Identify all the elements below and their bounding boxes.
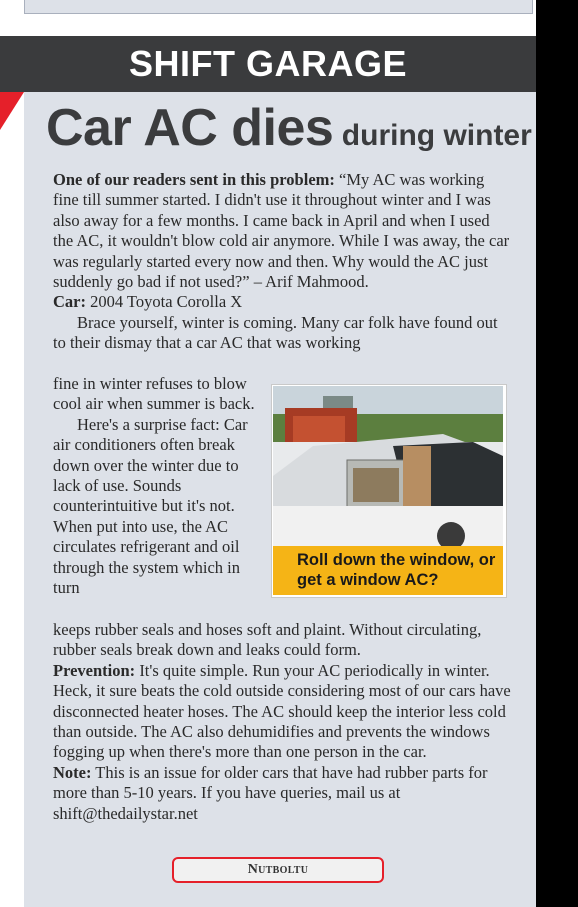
- page-edge: [536, 0, 578, 907]
- para1-narrow: fine in winter refuses to blow cool air when summer is back.: [53, 374, 255, 414]
- previous-article-panel: [24, 0, 533, 14]
- headline-main: Car AC dies: [46, 99, 334, 157]
- prevention-paragraph: [53, 661, 513, 763]
- photo-illustration: [273, 386, 503, 546]
- para1-full: Brace yourself, winter is coming. Many car folk have found out to their dismay that a car AC that was working: [53, 312, 498, 353]
- section-masthead: SHIFT GARAGE: [0, 36, 536, 92]
- photo-caption: Roll down the window, or get a window AC?: [273, 546, 503, 595]
- page-margin: [0, 92, 24, 907]
- note-label: Note:: [53, 762, 92, 782]
- intro-text: “My AC was working fine till summer started. I didn't use it throughout winter and I was also away for a few months. I came back in April and when I used the AC, it wouldn't blow cold air anymore. While I was away, the car was regularly started every now and then. Why would the AC just suddenly go bad if not used?” – Arif Mahmood.: [53, 170, 510, 292]
- prevention-text: It's quite simple. Run your AC periodically in winter. Heck, it sure beats the cold outside considering most of our cars have disconnected heater hoses. The AC should keep the interior less cold than outside. The AC also dehumidifies and prevents the windows fogging up when there's more than one person in the car.: [53, 660, 511, 762]
- headline-tail: during winter: [341, 119, 532, 152]
- note-paragraph: [53, 763, 513, 824]
- article-body-narrow: [53, 374, 263, 598]
- car-window-ac-photo: [273, 386, 503, 546]
- note-text: This is an issue for older cars that have had rubber parts for more than 5-10 years. If you have queries, mail us at shift@thedailystar.net: [53, 762, 488, 823]
- car-line: [53, 292, 513, 312]
- article-body-top: [53, 170, 513, 354]
- prevention-label: Prevention:: [53, 660, 136, 680]
- headline: [46, 98, 536, 164]
- red-corner-accent: [0, 92, 24, 130]
- author-byline: Nutboltu: [172, 857, 384, 883]
- intro-lead: One of our readers sent in this problem:: [53, 170, 335, 189]
- para2-narrow: Here's a surprise fact: Car air conditioners often break down over the winter due to lack of use. Sounds counterintuitive but it's not. When put into use, the AC circulates refrigerant and oil through the system which in turn: [53, 414, 248, 598]
- car-value: 2004 Toyota Corolla X: [85, 292, 243, 312]
- para2-full: keeps rubber seals and hoses soft and plaint. Without circulating, rubber seals break down and leaks could form.: [53, 620, 482, 660]
- car-label: Car:: [53, 292, 86, 312]
- intro-paragraph: [53, 170, 513, 292]
- article-body-bottom: [53, 620, 513, 824]
